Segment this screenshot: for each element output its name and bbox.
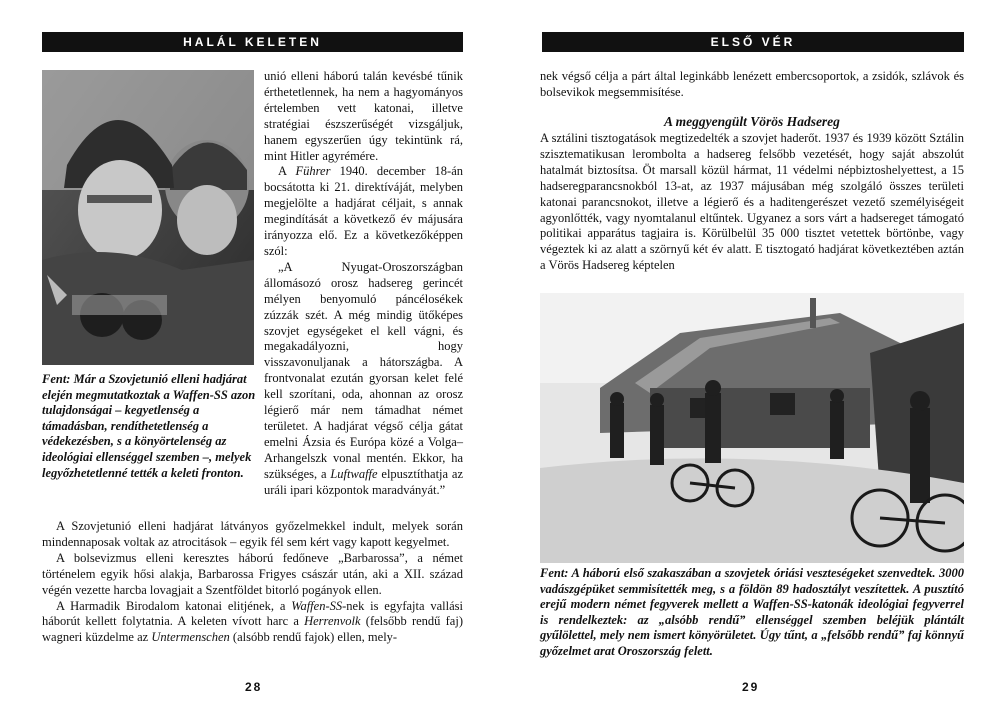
paragraph: A bolsevizmus elleni keresztes háború fedőneve „Barbarossa”, a német történelem egyik hősi alakja, Barbarossa Frigyes császár után, aki a XII. század végén vezette harcba lovagjait a Szentföldet bitorló pogányok ellen. (42, 550, 463, 597)
right-photo-caption: Fent: A háború első szakaszában a szovjetek óriási veszteségeket szenvedtek. 3000 vadászgépüket semmisítették meg, s a földön 89 hadosztályt veszítettek. A pusztító erejű modern német fegyverek mellett a Waffen-SS-katonák ideológiai fegyverrel is rendelkeztek: az „alsóbb rendű” ellenséggel szemben beléjük plántált gyűlölettel, mely nem ismert könyörületet. Úgy tűnt, a „felsőbb rendű” faj könnyű győzelmet arat Oroszország felett. (540, 566, 964, 658)
running-head-left: HALÁL KELETEN (42, 32, 463, 52)
village-soldiers-photo (540, 293, 964, 563)
quote-paragraph: „A Nyugat-Oroszországban állomásozó orosz hadsereg gerincét mélyen benyomuló páncélosékek zúzzák szét. A még mindig ütőképes szovjet egységeket el kell vágni, és megakadályozni, hogy visszavonuljanak a hátországba. A frontvonalat ezután gyorsan kelet felé kell szorítani, oda, ahonnan az orosz légierő már nem támadhat német területet. A hadjárat végső célja gátat emelni Ázsia és Európa közé a Volga–Arhangelszk vonal mentén. Ekkor, ha szükséges, a Luftwaffe elpusztíthatja az uráli ipari központok maradványát.” (264, 259, 463, 497)
running-head-right: ELSŐ VÉR (542, 32, 964, 52)
right-section-text (540, 131, 964, 274)
left-full-width-text (42, 519, 463, 646)
paragraph: unió elleni háború talán kevésbé tűnik érthetetlennek, ha nem a hagyományos értelemben vett katonai, illetve stratégiai észszerűségét vizsgáljuk, hanem egyszerűen úgy tekintünk rá, mint Hitler agyrémére. (264, 69, 463, 163)
paragraph: A sztálini tisztogatások megtizedelték a szovjet haderőt. 1937 és 1939 között Sztálin szisztematikusan lerombolta a hadsereg felsőbb vezetését, hogy saját abszolút hatalmát biztosítsa. Öt marsall közül hármat, 11 védelmi népbiztoshelyettest, a 15 hadseregparancsnokból 13-at, az 1937 májusában még szolgáló összes területi katonai parancsnokot, illetve a légierő és a haditengerészet vezető személyiségeit agyonlőtték, vagy nyomtalanul eltűntek. Ugyanez a sors várt a hadsereget támogató politikai apparátus tagjaira is. Körülbelül 35 000 tisztet vetettek börtönbe, vagy végeztek ki az alatt a szörnyű két év alatt. E tisztogató hadjárat következtében aztán a Vörös Hadsereg képtelen (540, 131, 964, 273)
page-number-right: 29 (742, 680, 760, 694)
right-top-text (540, 69, 964, 101)
paragraph: A Führer 1940. december 18-án bocsátotta ki 21. direktíváját, melyben megjelölte a hadjárat céljait, s annak megindítását a következő év májusára irányozza elő. Ez a következőképpen szól: (264, 164, 463, 258)
right-page (502, 0, 1004, 720)
section-subheading: A meggyengült Vörös Hadsereg (664, 114, 840, 129)
page-number-left: 28 (245, 680, 263, 694)
left-photo-caption: Fent: Már a Szovjetunió elleni hadjárat elején megmutatkoztak a Waffen-SS azon tulajdonságai – kegyetlenség a támadásban, rendíthetetlenség a védekezésben, s a könyörtelenség az ideológiai ellenséggel szemben –, melyek legyőzhetetlenné tették a keleti fronton. (42, 372, 256, 480)
left-column-text (264, 69, 463, 498)
paragraph: nek végső célja a párt által leginkább lenézett embercsoportok, a zsidók, szlávok és bolsevikok megsemmisítése. (540, 69, 964, 99)
soldiers-portrait-photo (42, 70, 254, 365)
paragraph: A Harmadik Birodalom katonai elitjének, a Waffen-SS-nek is egyfajta vallási háborút kellett folytatnia. A keleten vívott harc a Herrenvolk (felsőbb rendű faj) wagneri küzdelme az Untermenschen (alsóbb rendű fajok) ellen, mely- (42, 598, 463, 645)
paragraph: A Szovjetunió elleni hadjárat látványos győzelmekkel indult, melyek során mindennaposak voltak az atrocitások – egyik fél sem kért vagy kapott kegyelmet. (42, 519, 463, 549)
